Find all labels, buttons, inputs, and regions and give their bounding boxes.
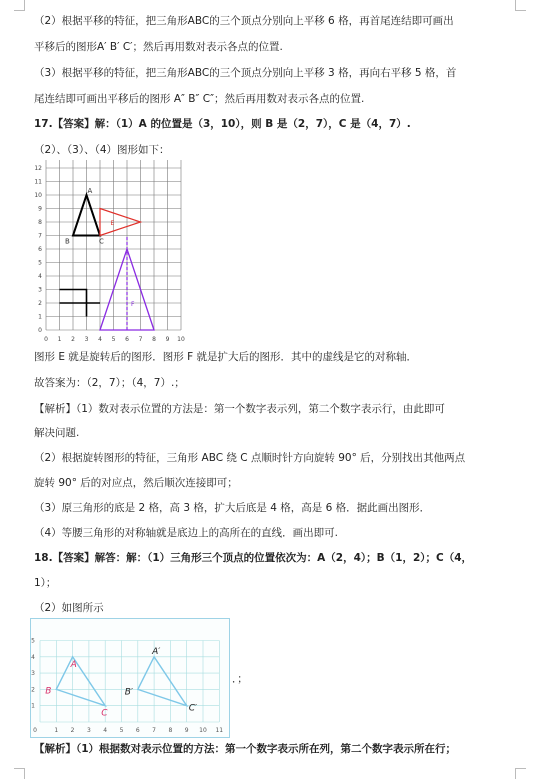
label-c-prime: C′ <box>188 703 198 714</box>
corner-mark <box>14 768 25 779</box>
x-tick-label: 7 <box>138 336 143 343</box>
text-line: 1）； <box>34 577 57 589</box>
x-tick-label: 2 <box>71 336 75 343</box>
text-line: （2）根据平移的特征，把三角形ABC的三个顶点分别向上平移 6 格，再首尾连结即可画出 <box>34 15 454 27</box>
x-tick-label: 8 <box>152 336 156 343</box>
text-line: 图形 E 就是旋转后的图形．图形 F 就是扩大后的图形．其中的虚线是它的对称轴． <box>34 351 418 363</box>
y-tick-label: 3 <box>31 670 35 678</box>
y-tick-label: 3 <box>38 286 42 294</box>
text-line: （3）根据平移的特征，把三角形ABC的三个顶点分别向上平移 3 格，再向右平移 5 格，首 <box>34 67 457 79</box>
analysis-17: 【解析】（1）数对表示位置的方法是：第一个数字表示列，第二个数字表示行，由此即可 <box>34 403 445 415</box>
x-tick-label: 1 <box>54 727 59 734</box>
text-line: 尾连结即可画出平移后的图形 A″ B″ C″；然后再用数对表示各点的位置. <box>34 93 365 105</box>
grid-figure-2 <box>30 618 230 738</box>
label-a-prime: A′ <box>152 646 161 657</box>
x-tick-label: 4 <box>103 727 108 734</box>
text-line: 解决问题. <box>34 427 80 439</box>
analysis-18: 【解析】（1）根据数对表示位置的方法：第一个数字表示所在列，第二个数字表示所在行； <box>34 743 457 755</box>
triangle-abc <box>56 657 105 706</box>
y-tick-label: 7 <box>38 232 42 240</box>
label-a: A <box>87 187 93 195</box>
y-tick-label: 1 <box>31 702 35 710</box>
y-tick-label: 10 <box>34 192 42 199</box>
corner-mark <box>515 768 526 779</box>
y-tick-label: 11 <box>34 178 42 186</box>
text-line: 平移后的图形A′ B′ C′；然后再用数对表示各点的位置. <box>34 41 283 53</box>
corner-mark <box>515 0 526 11</box>
label-f: F <box>131 301 135 308</box>
text-line: （4）等腰三角形的对称轴就是底边上的高所在的直线．画出即可. <box>34 527 339 539</box>
x-tick-label: 10 <box>177 336 185 343</box>
grid-figure-1 <box>28 160 200 345</box>
x-tick-label: 2 <box>70 727 75 734</box>
figure-suffix: ．； <box>232 673 248 685</box>
small-figure <box>60 290 101 317</box>
x-tick-label: 3 <box>86 727 91 734</box>
triangle-abc-translated <box>138 657 187 706</box>
x-tick-label: 0 <box>44 336 48 343</box>
x-tick-label: 11 <box>215 727 224 734</box>
y-tick-label: 2 <box>31 686 35 694</box>
y-tick-label: 5 <box>38 259 42 267</box>
y-tick-label: 4 <box>38 273 42 280</box>
answer-18: 18.【答案】解答：解：（1）三角形三个顶点的位置依次为：A（2，4）；B（1，2）；C（4， <box>34 552 473 564</box>
y-tick-label: 2 <box>38 300 42 307</box>
label-e: E <box>110 220 115 227</box>
label-c: C <box>101 708 108 719</box>
x-tick-label: 7 <box>152 727 157 734</box>
x-tick-label: 5 <box>111 336 116 343</box>
x-tick-label: 8 <box>168 727 173 734</box>
y-tick-label: 8 <box>38 219 42 226</box>
y-tick-label: 12 <box>34 165 42 172</box>
label-c: C <box>99 237 104 246</box>
x-tick-label: 1 <box>57 336 62 343</box>
label-b: B <box>45 686 52 697</box>
text-line: 旋转 90° 后的对应点，然后顺次连接即可； <box>34 477 238 489</box>
text-line: （2）根据旋转图形的特征，三角形 ABC 绕 C 点顺时针方向旋转 90° 后，分别找出其他两点 <box>34 452 466 464</box>
label-b-prime: B′ <box>124 687 134 698</box>
text-line: （2）、（3）、（4）图形如下： <box>34 144 170 156</box>
x-tick-label: 5 <box>119 727 124 734</box>
y-tick-label: 4 <box>31 653 35 661</box>
x-tick-label: 9 <box>165 336 170 343</box>
y-tick-label: 9 <box>38 205 42 213</box>
text-line: 故答案为：（2，7）；（4，7）.； <box>34 377 185 389</box>
corner-mark <box>14 0 25 11</box>
text-line: （3）原三角形的底是 2 格，高 3 格，扩大后底是 4 格，高是 6 格．据此画出图形． <box>34 502 431 514</box>
x-tick-label: 4 <box>98 336 102 343</box>
y-tick-label: 1 <box>38 313 42 321</box>
answer-17: 17.【答案】解：（1）A 的位置是（3，10），则 B 是（2，7），C 是（4，7）. <box>34 118 411 130</box>
x-tick-label: 3 <box>84 336 89 343</box>
x-tick-label: 9 <box>184 727 189 734</box>
y-tick-label: 5 <box>31 637 35 645</box>
x-tick-label: 0 <box>33 727 37 734</box>
text-line: （2）如图所示 <box>34 602 104 614</box>
label-b: B <box>65 237 70 246</box>
x-tick-label: 6 <box>135 727 140 734</box>
label-a: A <box>70 659 77 670</box>
y-tick-label: 0 <box>38 327 42 334</box>
y-tick-label: 6 <box>38 246 42 253</box>
x-tick-label: 10 <box>199 727 207 734</box>
x-tick-label: 6 <box>125 336 129 343</box>
